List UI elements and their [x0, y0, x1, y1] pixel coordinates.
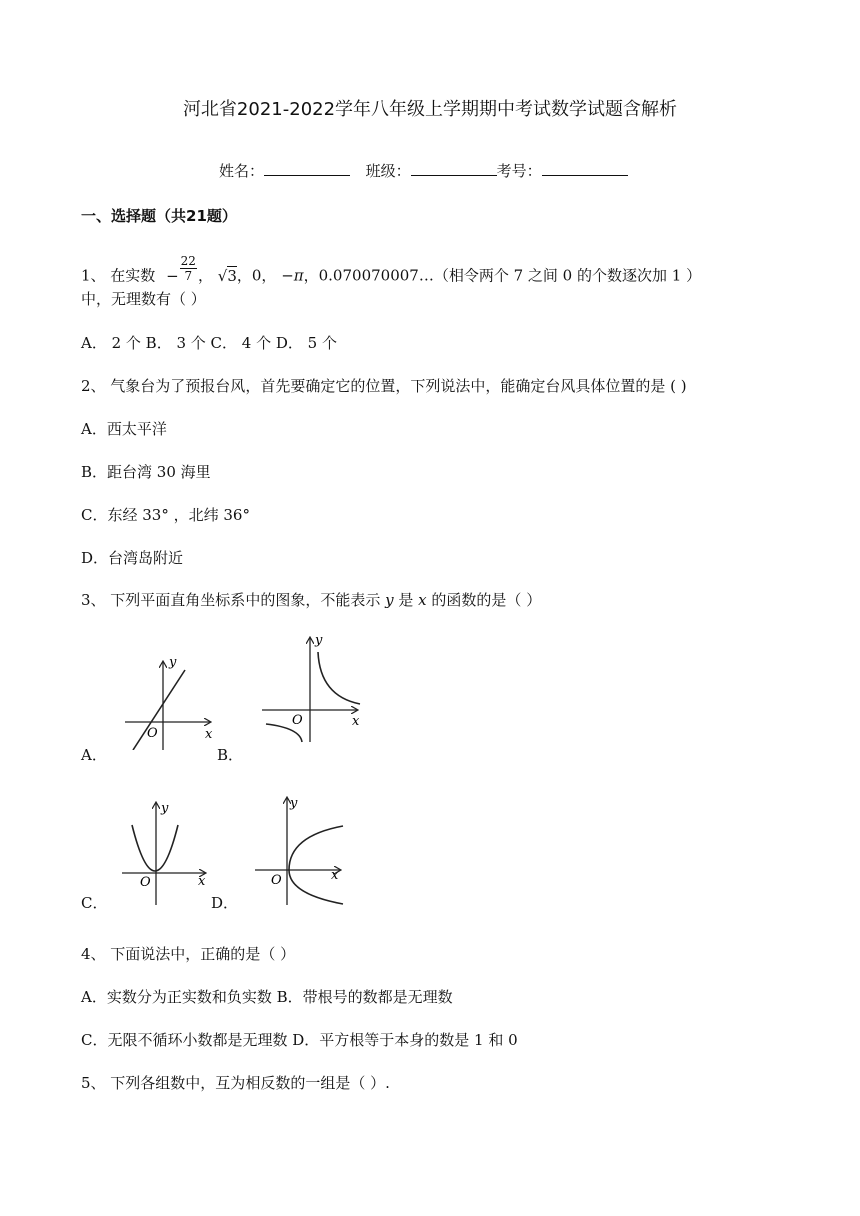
question-1-options: A． 2 个 B． 3 个 C． 4 个 D． 5 个: [81, 334, 337, 352]
name-blank: [264, 161, 350, 176]
fraction: [180, 254, 197, 283]
q3-stem-post: 的函数的是（ ）: [431, 591, 542, 609]
q3-stem-pre: 3、 下列平面直角坐标系中的图象，不能表示: [81, 591, 381, 609]
sqrt-expression: [218, 267, 237, 285]
q3-var-x: x: [418, 591, 427, 609]
student-info-line: [219, 160, 628, 181]
sqrt-argument: 3: [227, 266, 237, 285]
graph-a-line: [125, 650, 220, 750]
graph-b-hyperbola: [262, 632, 367, 744]
q1-neg-pi: −π: [281, 266, 304, 285]
q1-prefix: 1、 在实数: [81, 266, 156, 285]
question-4-options-ab: A．实数分为正实数和负实数 B．带根号的数都是无理数: [81, 988, 453, 1006]
parabola-curve: [132, 825, 178, 871]
question-2-option-a: A．西太平洋: [81, 420, 167, 438]
fraction-numerator: 22: [180, 254, 196, 268]
q1-sep1: ，: [197, 266, 213, 285]
line-curve: [133, 670, 185, 750]
question-3-stem: [81, 590, 541, 610]
name-label: 姓名：: [219, 162, 265, 180]
q1-sep2: ，0，: [236, 266, 277, 285]
x-axis-label: x: [352, 714, 360, 729]
class-label: 班级：: [365, 162, 411, 180]
question-4-options-cd: C．无限不循环小数都是无理数 D．平方根等于本身的数是 1 和 0: [81, 1031, 518, 1049]
option-d-label: D．: [211, 894, 239, 912]
origin-label: O: [140, 875, 151, 890]
question-5-stem: 5、 下列各组数中，互为相反数的一组是（ ）.: [81, 1074, 390, 1092]
hyperbola-branch-right: [318, 652, 360, 704]
section-heading: 一、选择题（共21题）: [81, 207, 237, 225]
option-c-label: C．: [81, 894, 108, 912]
graph-c-parabola: [120, 795, 215, 907]
y-axis-label: y: [161, 801, 169, 816]
number-label: 考号：: [496, 162, 542, 180]
question-4-stem: 4、 下面说法中，正确的是（ ）: [81, 945, 296, 963]
y-axis-label: y: [315, 633, 323, 648]
graph-d-sideways-parabola: [255, 790, 350, 910]
question-2-stem: 2、 气象台为了预报台风，首先要确定它的位置，下列说法中，能确定台风具体位置的是 ( ): [81, 377, 687, 395]
y-axis-label: y: [169, 655, 177, 670]
question-2-option-b: B．距台湾 30 海里: [81, 463, 211, 481]
y-axis-label: y: [290, 796, 298, 811]
x-axis-label: x: [198, 874, 206, 889]
q1-tail: ，0.070070007…（相令两个 7 之间 0 的个数逐次加 1 ）: [303, 266, 702, 285]
origin-label: O: [271, 873, 282, 888]
fraction-denominator: 7: [184, 269, 193, 283]
number-blank: [542, 161, 628, 176]
sqrt-symbol: √: [217, 266, 228, 285]
origin-label: O: [292, 713, 303, 728]
x-axis-label: x: [205, 727, 213, 742]
q3-stem-mid: 是: [398, 591, 414, 609]
question-2-option-c: C．东经 33° ，北纬 36°: [81, 506, 250, 524]
sideways-parabola-curve: [289, 826, 343, 904]
document-title: 河北省2021-2022学年八年级上学期期中考试数学试题含解析: [182, 99, 678, 120]
class-blank: [411, 161, 497, 176]
q1-frac-sign: −: [166, 266, 179, 285]
question-1-line2: 中，无理数有（ ）: [81, 290, 206, 308]
question-2-option-d: D．台湾岛附近: [81, 549, 184, 567]
origin-label: O: [147, 726, 158, 741]
option-a-label: A．: [81, 746, 107, 764]
x-axis-label: x: [331, 868, 339, 883]
option-b-label: B．: [217, 746, 244, 764]
q3-var-y: y: [385, 591, 394, 609]
question-1-line1: [81, 254, 702, 291]
